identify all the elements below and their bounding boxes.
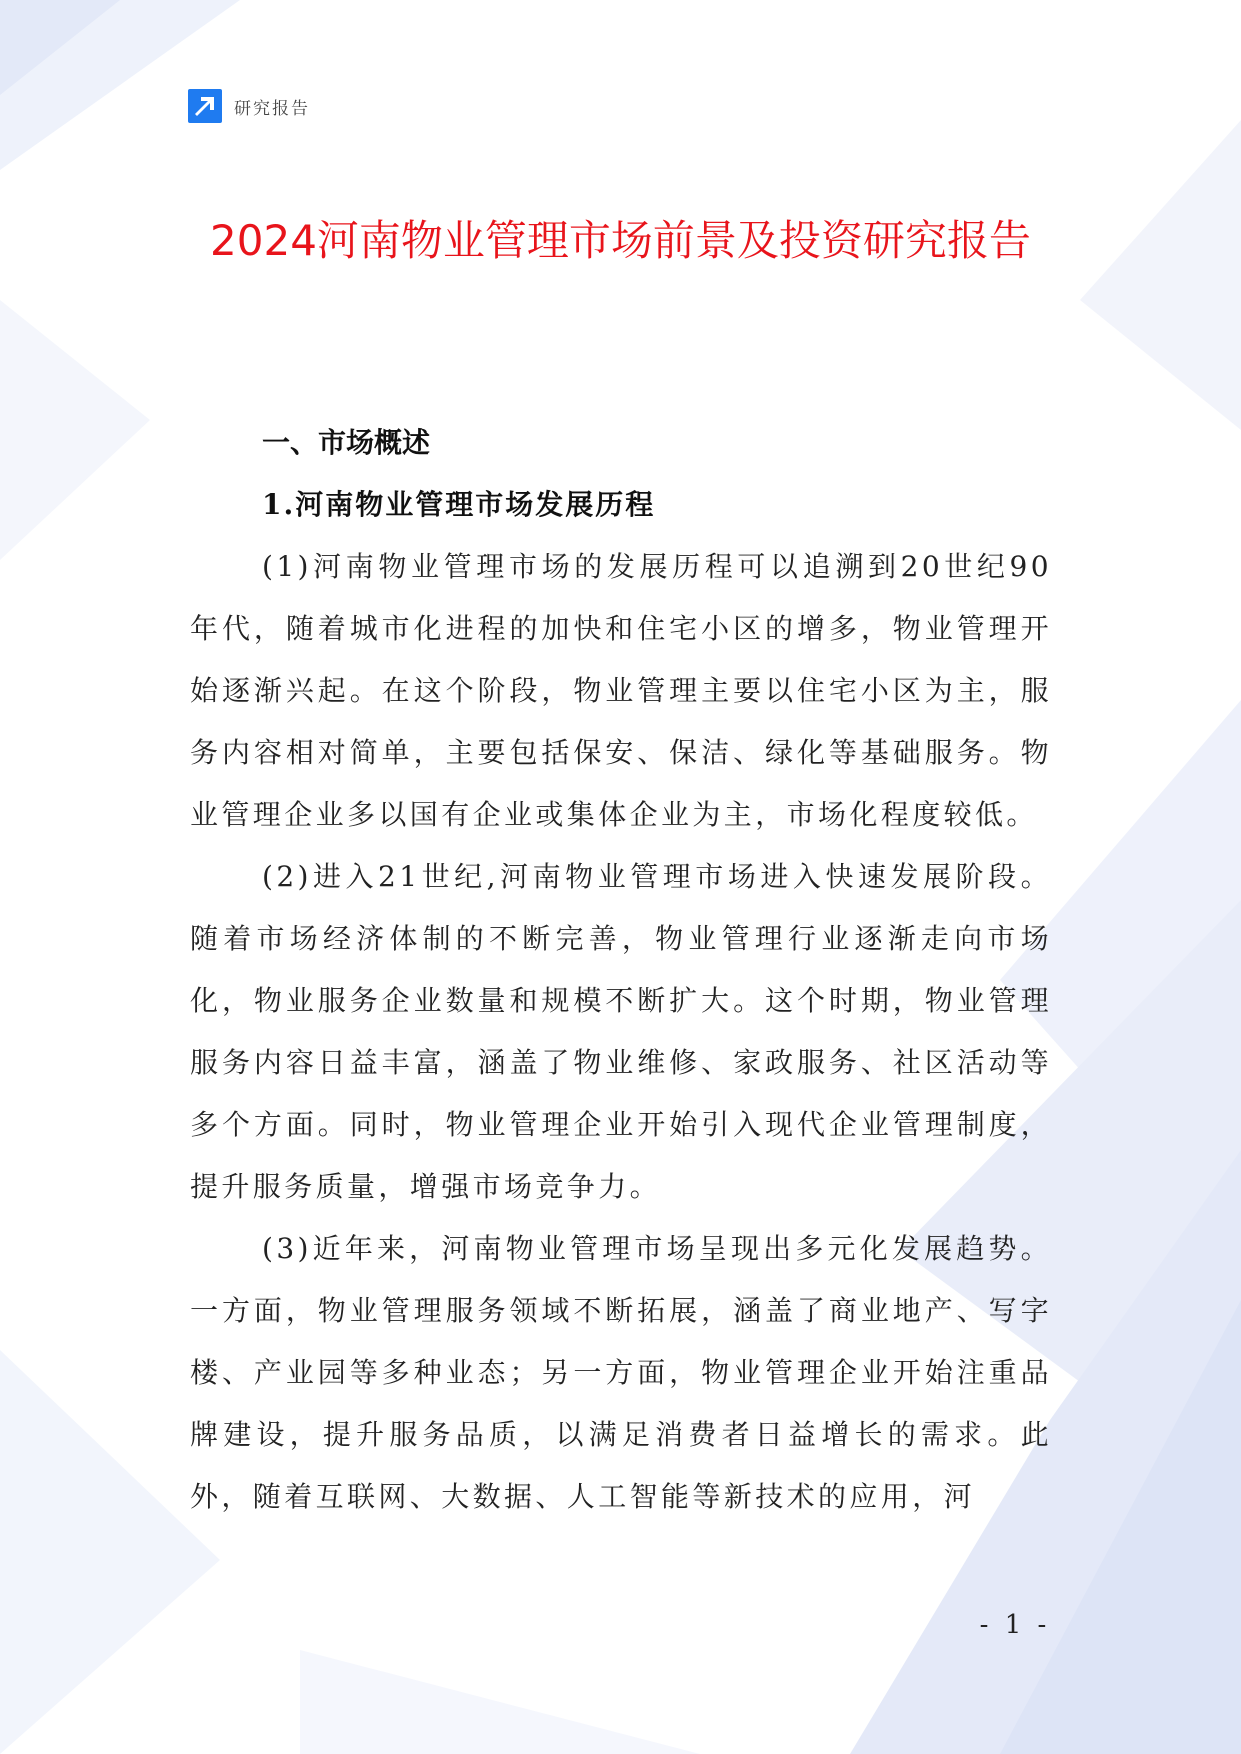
page-number: - 1 - [979,1610,1051,1640]
paragraph-3: (3)近年来，河南物业管理市场呈现出多元化发展趋势。一方面，物业管理服务领域不断拓展，涵盖了商业地产、写字楼、产业园等多种业态；另一方面，物业管理企业开始注重品牌建设，提升服务品质，以满足消费者日益增长的需求。此外，随着互联网、大数据、人工智能等新技术的应用，河 [190,1232,1052,1513]
paragraph-2: (2)进入21世纪,河南物业管理市场进入快速发展阶段。随着市场经济体制的不断完善，物业管理行业逐渐走向市场化，物业服务企业数量和规模不断扩大。这个时期，物业管理服务内容日益丰富，涵盖了物业维修、家政服务、社区活动等多个方面。同时，物业管理企业开始引入现代企业管理制度，提升服务质量，增强市场竞争力。 [190,860,1052,1203]
document-body [190,412,1052,1528]
document-title: 2024河南物业管理市场前景及投资研究报告 [210,216,1031,265]
sub-heading: 1.河南物业管理市场发展历程 [262,488,656,521]
page-header [188,88,310,124]
arrow-up-right-icon [188,89,222,123]
section-heading: 一、市场概述 [262,426,431,459]
paragraph-1: (1)河南物业管理市场的发展历程可以追溯到20世纪90年代，随着城市化进程的加快和住宅小区的增多，物业管理开始逐渐兴起。在这个阶段，物业管理主要以住宅小区为主，服务内容相对简单，主要包括保安、保洁、绿化等基础服务。物业管理企业多以国有企业或集体企业为主，市场化程度较低。 [190,550,1052,831]
header-label: 研究报告 [234,98,310,119]
